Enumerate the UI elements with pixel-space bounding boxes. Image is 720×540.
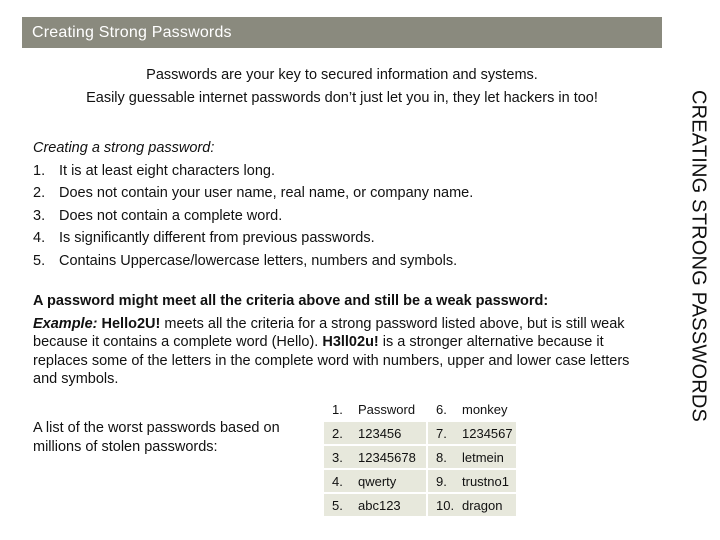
list-item-text: Contains Uppercase/lowercase letters, numbers and symbols. xyxy=(59,252,458,269)
password: trustno1 xyxy=(462,473,509,489)
list-item xyxy=(33,160,653,183)
password: 123456 xyxy=(358,425,402,441)
intro-line-1: Passwords are your key to secured information and systems. xyxy=(146,67,538,83)
criteria-heading: Creating a strong password: xyxy=(33,140,215,156)
password: letmein xyxy=(462,449,504,465)
rank: 9. xyxy=(436,473,447,489)
rank: 10. xyxy=(436,497,455,513)
list-item-number: 4. xyxy=(33,230,46,246)
table-cell xyxy=(324,398,428,422)
password: qwerty xyxy=(358,473,397,489)
criteria-list xyxy=(33,137,653,272)
password: 1234567 xyxy=(462,425,513,441)
password: dragon xyxy=(462,497,503,513)
rank: 2. xyxy=(332,425,343,441)
rank: 3. xyxy=(332,449,343,465)
list-item-number: 3. xyxy=(33,207,46,224)
rank: 4. xyxy=(332,473,343,489)
rank: 6. xyxy=(436,401,447,417)
list-item-number: 5. xyxy=(33,252,46,269)
table-cell xyxy=(428,422,518,446)
rank: 1. xyxy=(332,401,343,417)
weak-example-paragraph xyxy=(33,315,653,389)
example-password: Hello2U! xyxy=(101,315,161,332)
weak-heading: A password might meet all the criteria above and still be a weak password: xyxy=(33,293,549,309)
table-cell xyxy=(428,398,518,422)
list-item xyxy=(33,182,653,205)
example-text-1: meets all the criteria for a strong password listed above, but is still weak because it contains a complete word (Hello). xyxy=(33,315,625,350)
password: monkey xyxy=(462,401,508,417)
worst-passwords-caption: A list of the worst passwords based on millions of stolen passwords: xyxy=(33,420,280,455)
password: Password xyxy=(358,401,416,417)
list-item-text: Does not contain a complete word. xyxy=(59,207,283,224)
worst-passwords-table xyxy=(324,398,518,518)
list-item xyxy=(33,205,653,228)
table-cell xyxy=(324,470,428,494)
side-title: CREATING STRONG PASSWORDS xyxy=(687,89,710,423)
example-label: Example: xyxy=(33,315,98,332)
password: abc123 xyxy=(358,497,401,513)
list-item-text: Does not contain your user name, real name, or company name. xyxy=(59,185,474,201)
list-item-text: Is significantly different from previous passwords. xyxy=(59,230,375,246)
list-item xyxy=(33,227,653,250)
side-title-container xyxy=(676,0,720,540)
weak-password-section xyxy=(33,292,653,389)
table-cell xyxy=(428,494,518,518)
table-cell xyxy=(428,470,518,494)
page-title: Creating Strong Passwords xyxy=(32,24,232,41)
list-item-number: 2. xyxy=(33,185,46,201)
list-item-number: 1. xyxy=(33,162,46,179)
rank: 7. xyxy=(436,425,447,441)
header-bar xyxy=(22,17,662,48)
strong-password: H3ll02u! xyxy=(322,334,379,350)
list-item-text: It is at least eight characters long. xyxy=(59,162,275,179)
example-text-2: is a stronger alternative because it replaces some of the letters in the complete word with numbers, upper and lower case letters and symbols. xyxy=(33,334,630,387)
list-item xyxy=(33,250,653,273)
intro-line-2: Easily guessable internet passwords don’t just let you in, they let hackers in too! xyxy=(86,90,598,106)
intro-text xyxy=(22,64,662,110)
rank: 8. xyxy=(436,449,447,465)
rank: 5. xyxy=(332,497,343,513)
password: 12345678 xyxy=(358,449,416,465)
table-cell xyxy=(428,446,518,470)
table-cell xyxy=(324,422,428,446)
table-cell xyxy=(324,446,428,470)
table-cell xyxy=(324,494,428,518)
